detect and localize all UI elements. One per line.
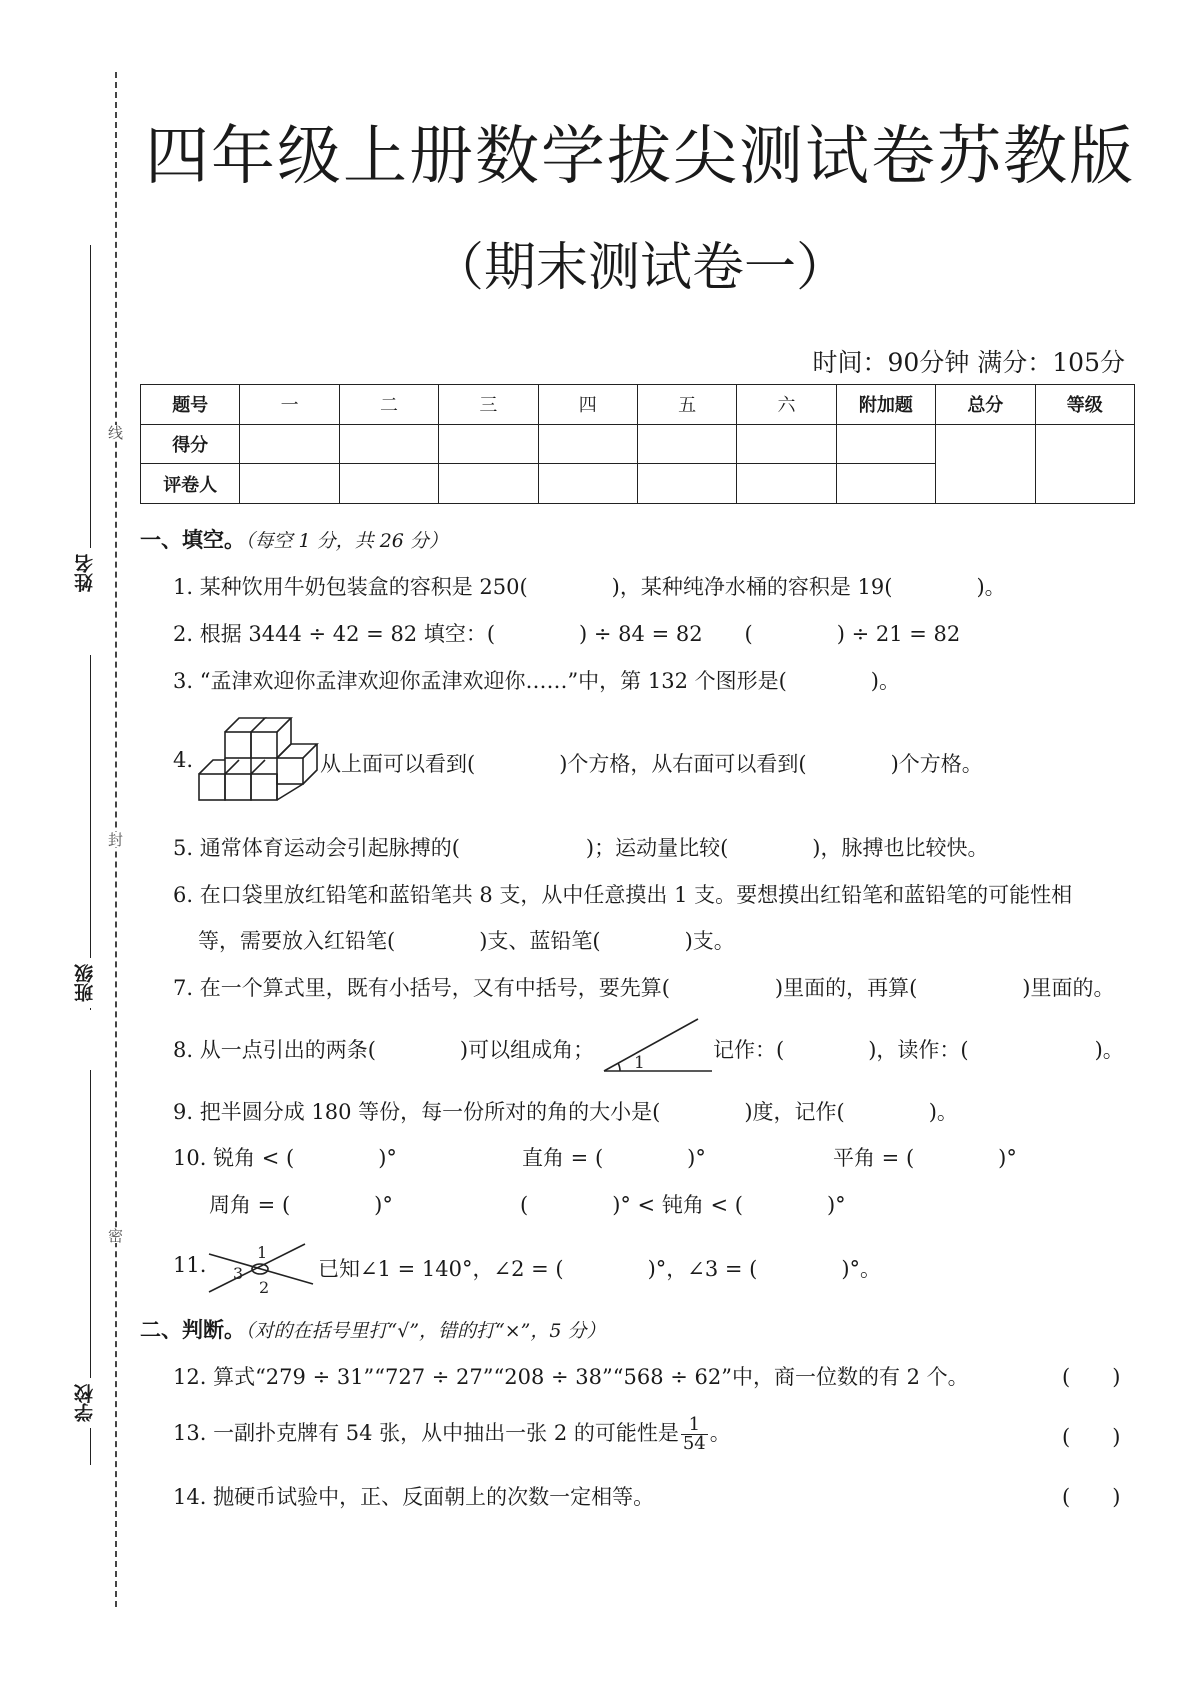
section2-title: 二、判断。 <box>140 1318 245 1342</box>
question-10a: 10. 锐角 < ( )° <box>173 1146 397 1170</box>
score-table <box>140 384 1135 504</box>
question-8-part2: 记作：( )，读作：( )。 <box>713 1038 1124 1062</box>
question-4-number: 4. <box>173 748 194 772</box>
question-12: 12. 算式“279 ÷ 31”“727 ÷ 27”“208 ÷ 38”“568 ÷ 62”中，商一位数的有 2 个。 <box>173 1365 969 1389</box>
school-label: 学校 <box>71 1378 97 1428</box>
grader-cell[interactable] <box>538 464 637 504</box>
section1-heading <box>140 524 448 554</box>
row-label-score: 得分 <box>141 424 240 464</box>
question-3: 3. “孟津欢迎你孟津欢迎你孟津欢迎你……”中，第 132 个图形是( )。 <box>173 669 900 693</box>
header-cell: 题号 <box>141 385 240 425</box>
row-label-grader: 评卷人 <box>141 464 240 504</box>
grader-cell[interactable] <box>737 464 836 504</box>
grader-cell[interactable] <box>637 464 736 504</box>
score-cell[interactable] <box>737 424 836 464</box>
cut-word-seal: 封 <box>106 832 124 847</box>
question-6-line1: 6. 在口袋里放红铅笔和蓝铅笔共 8 支，从中任意摸出 1 支。要想摸出红铅笔和蓝铅笔的可能性相 <box>173 883 1073 907</box>
angle-2-label: 2 <box>259 1278 270 1297</box>
question-11: 已知∠1 = 140°，∠2 = ( )°，∠3 = ( )°。 <box>318 1257 882 1281</box>
question-13-end: 。 <box>709 1421 731 1445</box>
score-cell[interactable] <box>240 424 339 464</box>
fraction-denominator: 54 <box>682 1433 706 1454</box>
angle-1-label: 1 <box>257 1243 268 1262</box>
question-10d: 周角 = ( )° <box>209 1193 393 1217</box>
header-cell: 五 <box>637 385 736 425</box>
header-cell: 四 <box>538 385 637 425</box>
question-9: 9. 把半圆分成 180 等份，每一份所对的角的大小是( )度，记作( )。 <box>173 1100 958 1124</box>
class-line <box>90 655 91 1010</box>
name-line <box>90 245 91 575</box>
exam-title: 四年级上册数学拔尖测试卷苏教版 <box>145 120 1135 194</box>
grade-cell[interactable] <box>1035 424 1134 503</box>
exam-subtitle: （期末测试卷一） <box>431 238 848 298</box>
question-14: 14. 抛硬币试验中，正、反面朝上的次数一定相等。 <box>173 1485 655 1509</box>
question-5: 5. 通常体育运动会引起脉搏的( )；运动量比较( )，脉搏也比较快。 <box>173 836 989 860</box>
cut-word-line: 线 <box>106 425 124 440</box>
fraction-1-54 <box>681 1416 708 1453</box>
grader-cell[interactable] <box>339 464 438 504</box>
cube-stack-figure <box>195 710 325 810</box>
section1-note: （每空 1 分，共 26 分） <box>245 530 448 552</box>
header-cell: 六 <box>737 385 836 425</box>
grader-cell[interactable] <box>836 464 935 504</box>
question-4: 从上面可以看到( )个方格，从右面可以看到( )个方格。 <box>320 752 983 776</box>
header-cell: 等级 <box>1035 385 1134 425</box>
question-10e: ( )° < 钝角 < ( )° <box>520 1193 846 1217</box>
name-label: 姓名 <box>71 548 97 598</box>
section1-title: 一、填空。 <box>140 528 245 552</box>
header-cell: 三 <box>439 385 538 425</box>
question-8-part1: 8. 从一点引出的两条( )可以组成角； <box>173 1038 595 1062</box>
cut-word-secret: 密 <box>106 1228 124 1243</box>
question-6-line2: 等，需要放入红铅笔( )支、蓝铅笔( )支。 <box>198 929 735 953</box>
total-cell[interactable] <box>936 424 1035 503</box>
angle-figure <box>600 1015 715 1077</box>
score-cell[interactable] <box>538 424 637 464</box>
question-13 <box>173 1416 731 1453</box>
section2-heading <box>140 1314 606 1344</box>
header-cell: 总分 <box>936 385 1035 425</box>
score-cell[interactable] <box>836 424 935 464</box>
time-info: 时间：90分钟 满分：105分 <box>812 348 1125 377</box>
question-2: 2. 根据 3444 ÷ 42 = 82 填空：( ) ÷ 84 = 82 ( ) ÷ 21 = 82 <box>173 622 961 646</box>
answer-box-13[interactable]: ( ) <box>1062 1425 1121 1449</box>
intersecting-lines-figure <box>205 1240 320 1302</box>
score-cell[interactable] <box>637 424 736 464</box>
score-cell[interactable] <box>339 424 438 464</box>
angle-3-label: 3 <box>233 1264 244 1283</box>
header-cell: 一 <box>240 385 339 425</box>
angle-label: 1 <box>634 1053 645 1073</box>
grader-cell[interactable] <box>240 464 339 504</box>
question-10c: 平角 = ( )° <box>833 1146 1017 1170</box>
answer-box-14[interactable]: ( ) <box>1062 1485 1121 1509</box>
header-cell: 二 <box>339 385 438 425</box>
question-13-text: 13. 一副扑克牌有 54 张，从中抽出一张 2 的可能性是 <box>173 1421 679 1445</box>
answer-box-12[interactable]: ( ) <box>1062 1365 1121 1389</box>
question-1: 1. 某种饮用牛奶包装盒的容积是 250( )，某种纯净水桶的容积是 19( )。 <box>173 575 1006 599</box>
question-7: 7. 在一个算式里，既有小括号，又有中括号，要先算( )里面的，再算( )里面的。 <box>173 976 1115 1000</box>
class-label: 班级 <box>71 958 97 1008</box>
header-cell: 附加题 <box>836 385 935 425</box>
question-10b: 直角 = ( )° <box>522 1146 706 1170</box>
grader-cell[interactable] <box>439 464 538 504</box>
section2-note: （对的在括号里打“√”，错的打“×”，5 分） <box>245 1320 606 1342</box>
fraction-numerator: 1 <box>681 1416 708 1435</box>
question-11-number: 11. <box>173 1253 207 1277</box>
score-cell[interactable] <box>439 424 538 464</box>
